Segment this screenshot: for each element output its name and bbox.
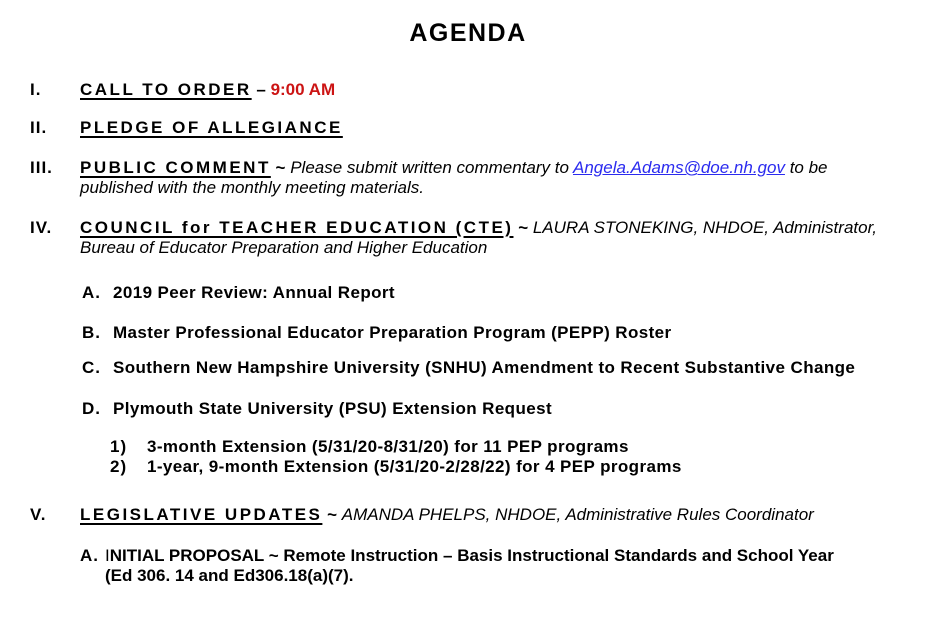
sub-item-psu-extension: [82, 399, 936, 419]
dash-separator: –: [251, 80, 271, 99]
tilde-separator: ~: [513, 218, 533, 237]
item-numeral: III.: [30, 158, 53, 177]
sub-item-label: A.: [82, 283, 101, 302]
sub-sub-item-3-month-extension: [110, 437, 936, 457]
public-comment-note-before: Please submit written commentary to: [290, 158, 574, 177]
pledge-heading: PLEDGE OF ALLEGIANCE: [80, 118, 343, 137]
item-content: [80, 80, 335, 100]
sub-item-label: A.: [80, 546, 99, 565]
item-numeral: IV.: [30, 218, 53, 237]
sub-item-text: Southern New Hampshire University (SNHU) Amendment to Recent Substantive Change: [113, 358, 856, 377]
sub-item-text: Plymouth State University (PSU) Extension Request: [113, 399, 553, 418]
tilde-separator: ~: [322, 505, 342, 524]
sub-item-pepp-roster: [82, 323, 936, 343]
cte-heading: COUNCIL for TEACHER EDUCATION (CTE): [80, 218, 514, 237]
sub-item-label: D.: [82, 399, 101, 418]
sub-item-initial-proposal: [80, 546, 936, 586]
item-content: [80, 118, 343, 138]
initial-proposal-lead-char: I: [105, 546, 110, 565]
sub-item-label: B.: [82, 323, 101, 342]
sub-item-snhu-amendment: [82, 358, 936, 378]
sub-item-text: 2019 Peer Review: Annual Report: [113, 283, 395, 302]
public-comment-note-after: to be published with the monthly meeting materials.: [80, 158, 828, 197]
agenda-item-legislative-updates: [30, 505, 936, 525]
sub-item-text: [105, 546, 850, 586]
sub-sub-item-label: 2): [110, 457, 128, 476]
email-link[interactable]: Angela.Adams@doe.nh.gov: [573, 158, 785, 177]
sub-item-peer-review: [82, 283, 936, 303]
item-content: [80, 218, 895, 258]
call-to-order-heading: CALL TO ORDER: [80, 80, 252, 99]
sub-item-label: C.: [82, 358, 101, 377]
sub-sub-item-1-year-extension: [110, 457, 936, 477]
item-numeral: II.: [30, 118, 48, 137]
agenda-item-pledge: [30, 118, 936, 138]
sub-sub-item-label: 1): [110, 437, 128, 456]
legislative-updates-heading: LEGISLATIVE UPDATES: [80, 505, 323, 524]
sub-item-text: Master Professional Educator Preparation Program (PEPP) Roster: [113, 323, 672, 342]
item-content: [80, 158, 875, 198]
item-content: [80, 505, 814, 525]
agenda-item-public-comment: [30, 158, 936, 198]
sub-sub-item-text: 3-month Extension (5/31/20-8/31/20) for 11 PEP programs: [147, 437, 629, 456]
sub-sub-item-text: 1-year, 9-month Extension (5/31/20-2/28/22) for 4 PEP programs: [147, 457, 682, 476]
item-numeral: I.: [30, 80, 42, 99]
initial-proposal-text: NITIAL PROPOSAL ~ Remote Instruction – Basis Instructional Standards and School Year (Ed 306. 14 and Ed306.18(a)(7).: [105, 546, 834, 585]
item-numeral: V.: [30, 505, 47, 524]
meeting-time: 9:00 AM: [270, 80, 336, 99]
cte-presenter: LAURA STONEKING, NHDOE, Administrator, Bureau of Educator Preparation and Higher Education: [80, 218, 878, 257]
agenda-item-call-to-order: [30, 80, 936, 100]
public-comment-heading: PUBLIC COMMENT: [80, 158, 271, 177]
agenda-item-cte: [30, 218, 936, 258]
legislative-presenter: AMANDA PHELPS, NHDOE, Administrative Rules Coordinator: [341, 505, 814, 524]
page-title: AGENDA: [409, 19, 527, 47]
tilde-separator: ~: [270, 158, 291, 177]
